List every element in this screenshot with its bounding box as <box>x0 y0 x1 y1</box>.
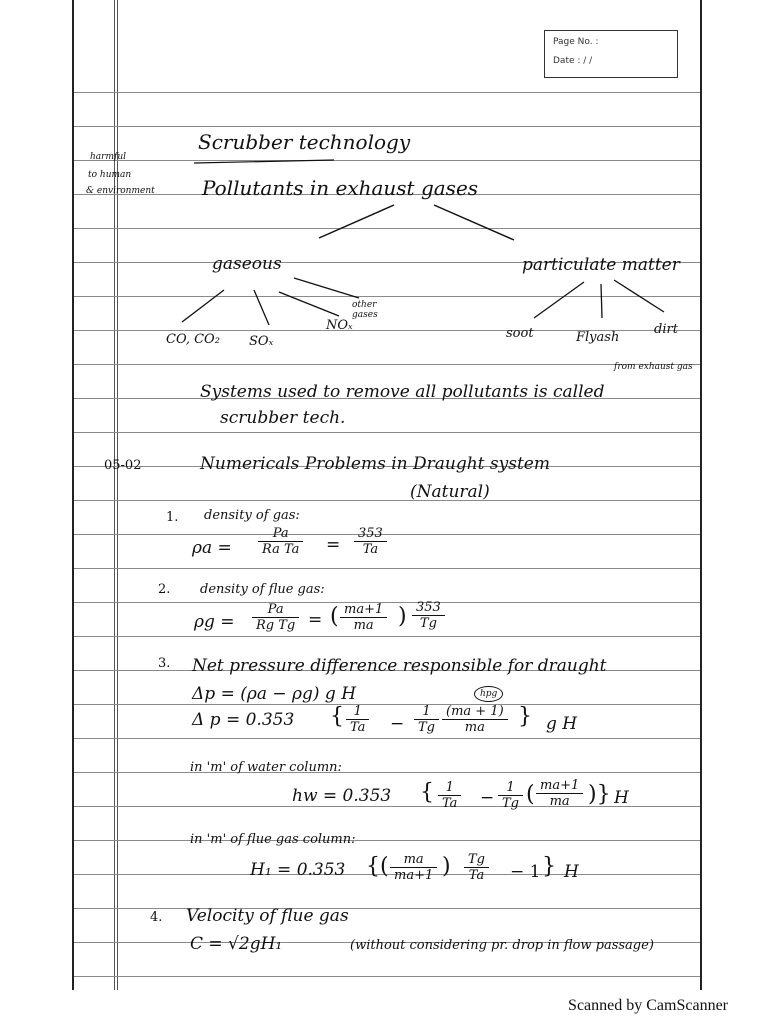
item-3-line-2-end: g H <box>546 714 578 734</box>
gas-item-sox: SOₓ <box>249 334 274 349</box>
item-3-line-2-frac-2: $\frac{1}{Tg}$ <box>414 704 439 735</box>
flue-end: H <box>564 862 579 882</box>
item-3-line-2-frac-3: $\frac{(ma + 1)}{ma}$ <box>442 704 508 735</box>
flue-brace-open: {( <box>366 854 389 879</box>
page-title: Scrubber technology <box>198 130 411 154</box>
pm-item-flyash: Flyash <box>576 330 620 345</box>
section-subtitle: (Natural) <box>410 482 490 502</box>
notebook-page <box>72 0 702 990</box>
exhaust-note: from exhaust gas <box>614 362 693 372</box>
page-no-label: Page No. : <box>553 37 599 47</box>
water-frac-2: $\frac{1}{Tg}$ <box>498 780 523 811</box>
flue-brace-close: } <box>542 854 556 879</box>
entry-date: 05-02 <box>104 458 142 473</box>
item-2-frac-1: $\frac{Pa}{\text{Rg Tg}}$ <box>252 602 299 633</box>
water-lhs: hw = 0.353 <box>292 786 392 806</box>
item-1-frac-2: $\frac{353}{Ta}$ <box>354 526 387 557</box>
scanner-footer: Scanned by CamScanner <box>568 997 728 1014</box>
item-3-line-2-lhs: Δ p = 0.353 <box>192 710 295 730</box>
water-paren-open: ( <box>526 782 535 807</box>
item-1-label: density of gas: <box>204 508 300 523</box>
item-3-label: Net pressure difference responsible for draught <box>192 656 607 676</box>
hpg-circled: hpg <box>474 686 503 702</box>
item-4-formula: C = √2gH₁ <box>190 934 283 954</box>
item-1-lhs: ρa = <box>192 538 232 558</box>
pm-item-soot: soot <box>506 326 534 341</box>
gas-item-other: other gases <box>352 300 378 320</box>
flue-lhs: H₁ = 0.353 <box>250 860 346 880</box>
flue-minus: − 1 <box>510 862 541 882</box>
item-4-label: Velocity of flue gas <box>186 906 349 926</box>
section-title: Numericals Problems in Draught system <box>200 454 550 474</box>
item-3-line-2-minus: − <box>390 714 405 734</box>
water-frac-3: $\frac{ma+1}{ma}$ <box>536 778 583 809</box>
flue-column-label: in 'm' of flue gas column: <box>190 832 356 847</box>
margin-note-1: harmful <box>90 152 127 162</box>
item-3-line-1: Δp = (ρa − ρg) g H <box>192 684 357 704</box>
item-2-lhs: ρg = <box>194 612 235 632</box>
gas-item-nox: NOₓ <box>326 318 353 333</box>
tree-diagram-lines <box>74 0 700 990</box>
margin-note-3: & environment <box>86 186 155 196</box>
item-2-frac-3: $\frac{353}{Tg}$ <box>412 600 445 631</box>
item-2-number: 2. <box>158 582 171 597</box>
branch-gaseous: gaseous <box>212 254 282 274</box>
water-brace-open: { <box>420 780 434 805</box>
item-3-line-2-frac-1: $\frac{1}{Ta}$ <box>346 704 369 735</box>
item-2-label: density of flue gas: <box>200 582 325 597</box>
item-3-line-2-brace-close: } <box>518 704 532 729</box>
flue-paren-close: ) <box>442 854 451 879</box>
item-2-paren-open: ( <box>330 604 339 629</box>
pollutants-heading: Pollutants in exhaust gases <box>202 176 479 200</box>
pm-item-dirt: dirt <box>654 322 678 337</box>
water-end: H <box>614 788 629 808</box>
water-frac-1: $\frac{1}{Ta}$ <box>438 780 461 811</box>
item-4-note: (without considering pr. drop in flow passage) <box>350 938 654 953</box>
water-paren-close: )} <box>588 782 611 807</box>
definition-line-1: Systems used to remove all pollutants is called <box>200 382 605 402</box>
item-2-paren-close: ) <box>398 604 407 629</box>
item-2-frac-2: $\frac{ma+1}{ma}$ <box>340 602 387 633</box>
item-3-line-2-brace-open: { <box>330 704 344 729</box>
branch-particulate: particulate matter <box>522 255 680 275</box>
flue-frac-2: $\frac{Tg}{Ta}$ <box>464 852 489 883</box>
gas-item-co: CO, CO₂ <box>166 332 220 347</box>
item-1-eq: = <box>326 535 341 555</box>
item-3-number: 3. <box>158 656 171 671</box>
water-minus: − <box>480 788 495 808</box>
item-1-frac-1: $\frac{Pa}{\text{Ra Ta}}$ <box>258 526 303 557</box>
flue-frac-1: $\frac{ma}{ma+1}$ <box>390 852 437 883</box>
item-2-eq: = <box>308 610 323 630</box>
water-column-label: in 'm' of water column: <box>190 760 342 775</box>
item-1-number: 1. <box>166 510 179 525</box>
item-4-number: 4. <box>150 910 163 925</box>
date-label: Date : / / <box>553 56 593 66</box>
margin-note-2: to human <box>88 170 132 180</box>
definition-line-2: scrubber tech. <box>220 408 346 428</box>
